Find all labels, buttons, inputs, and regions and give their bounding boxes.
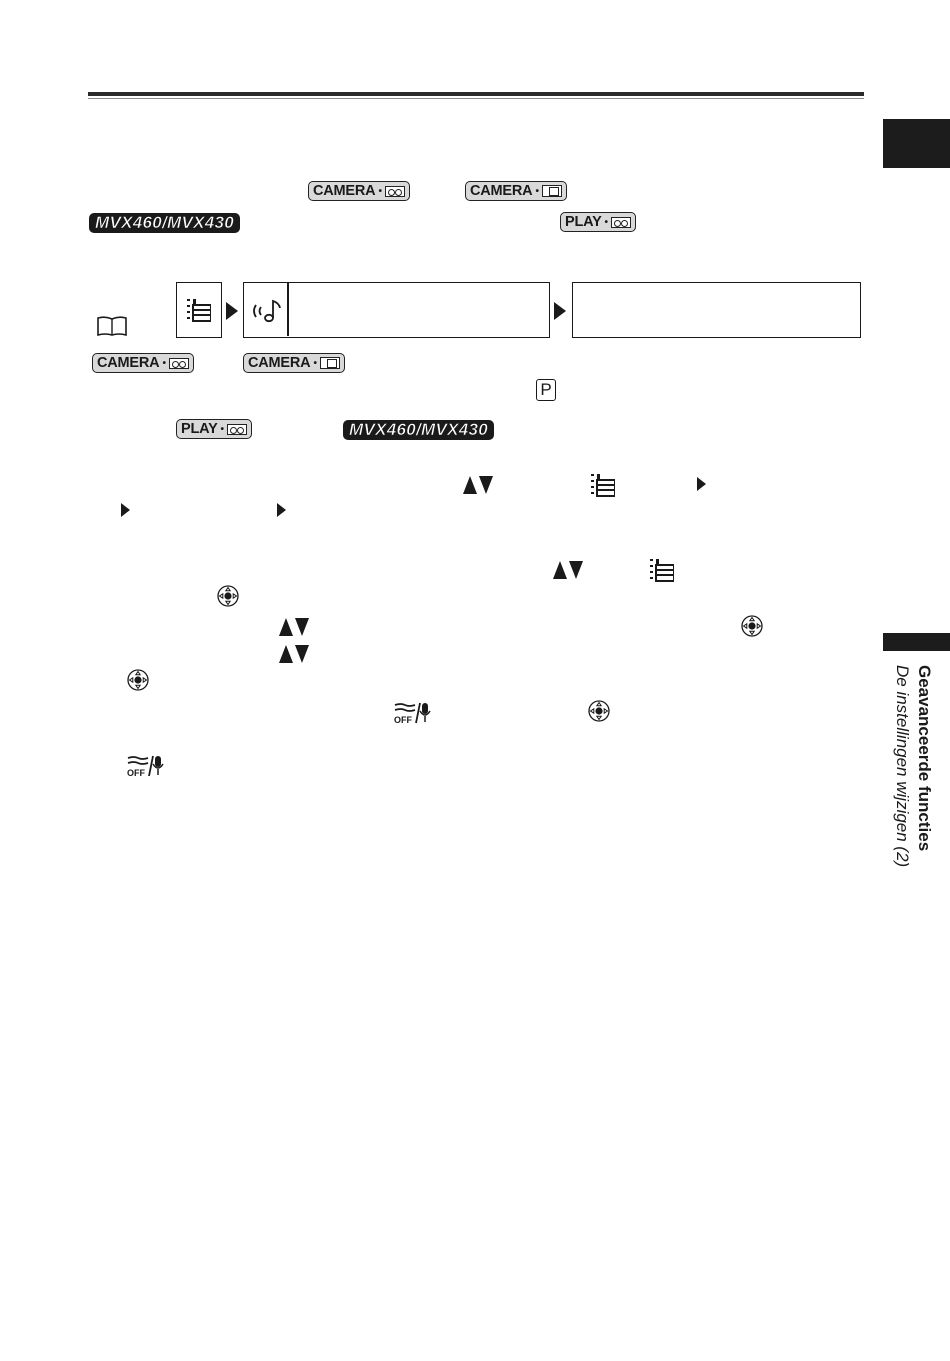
section-title: Geavanceerde functies — [915, 665, 934, 852]
model-text: MVX460/MVX430 — [349, 420, 489, 439]
badge-dot: • — [378, 185, 382, 197]
joystick-icon — [127, 669, 149, 691]
side-section-label — [855, 665, 935, 875]
svg-text:OFF: OFF — [127, 768, 145, 778]
joystick-icon — [741, 615, 763, 637]
menu-box — [176, 282, 222, 338]
model-badge — [343, 420, 494, 440]
joystick-icon — [217, 585, 239, 607]
card-icon — [320, 357, 340, 369]
section-subtitle: De instellingen wijzigen (2) — [893, 665, 912, 868]
wind-screen-off-icon — [393, 701, 431, 725]
sound-icon — [250, 297, 286, 325]
card-icon — [542, 185, 562, 197]
menu-icon — [187, 298, 211, 322]
up-down-arrows-icon — [552, 560, 584, 580]
p-mode-icon: P — [536, 379, 556, 401]
badge-text: CAMERA — [313, 182, 376, 199]
badge-dot: • — [162, 357, 166, 369]
chapter-tab — [883, 119, 950, 168]
model-text: MVX460/MVX430 — [95, 213, 235, 232]
joystick-icon — [588, 700, 610, 722]
tape-icon — [611, 217, 631, 228]
badge-text: PLAY — [565, 213, 602, 230]
tape-icon — [227, 424, 247, 435]
camera-tape-badge — [308, 181, 410, 201]
tape-icon — [385, 186, 405, 197]
play-tape-badge — [560, 212, 636, 232]
triangle-arrow-icon — [121, 503, 130, 517]
tape-icon — [169, 358, 189, 369]
badge-dot: • — [313, 357, 317, 369]
badge-text: CAMERA — [248, 354, 311, 371]
header-rule-thin — [88, 98, 864, 99]
model-badge — [89, 213, 240, 233]
triangle-arrow-icon — [277, 503, 286, 517]
play-tape-badge — [176, 419, 252, 439]
badge-text: CAMERA — [470, 182, 533, 199]
menu-icon — [591, 473, 615, 497]
badge-text: PLAY — [181, 420, 218, 437]
book-icon — [96, 315, 128, 337]
badge-text: CAMERA — [97, 354, 160, 371]
up-down-arrows-icon — [278, 617, 310, 637]
sound-menu-box — [243, 282, 550, 338]
header-rule — [88, 92, 864, 96]
triangle-arrow-icon — [697, 477, 706, 491]
wind-screen-off-icon — [126, 754, 164, 778]
camera-card-badge — [243, 353, 345, 373]
menu-icon — [650, 558, 674, 582]
svg-text:OFF: OFF — [394, 715, 412, 725]
camera-tape-badge — [92, 353, 194, 373]
badge-dot: • — [604, 216, 608, 228]
triangle-arrow-icon — [226, 302, 238, 320]
section-marker — [883, 633, 950, 651]
up-down-arrows-icon — [278, 644, 310, 664]
badge-dot: • — [535, 185, 539, 197]
triangle-arrow-icon — [554, 302, 566, 320]
badge-dot: • — [220, 423, 224, 435]
box-divider — [287, 283, 289, 336]
camera-card-badge — [465, 181, 567, 201]
up-down-arrows-icon — [462, 475, 494, 495]
setting-box — [572, 282, 861, 338]
